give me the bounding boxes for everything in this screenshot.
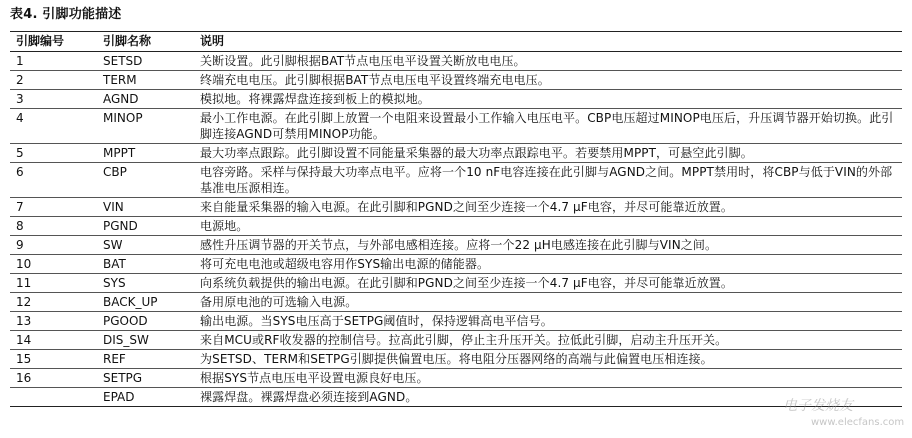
description-cell: 电容旁路。采样与保持最大功率点电平。应将一个10 nF电容连接在此引脚与AGND之间。MPPT禁用时，将CBP与低于VIN的外部基准电压源相连。 [194, 163, 902, 198]
description-cell: 向系统负载提供的输出电源。在此引脚和PGND之间至少连接一个4.7 μF电容，并尽可能靠近放置。 [194, 274, 902, 293]
pin-name-cell: TERM [97, 71, 194, 90]
description-cell: 感性升压调节器的开关节点，与外部电感相连接。应将一个22 μH电感连接在此引脚与VIN之间。 [194, 236, 902, 255]
pin-name-cell: VIN [97, 198, 194, 217]
table-row [10, 236, 902, 255]
pin-number-cell: 8 [10, 217, 97, 236]
pin-name-cell: SETSD [97, 52, 194, 71]
table-row [10, 388, 902, 407]
column-header-pin-number: 引脚编号 [10, 32, 97, 52]
pin-name-cell: BACK_UP [97, 293, 194, 312]
table-row [10, 71, 902, 90]
pin-number-cell: 16 [10, 369, 97, 388]
pin-name-cell: EPAD [97, 388, 194, 407]
pin-number-cell: 7 [10, 198, 97, 217]
pin-name-cell: PGND [97, 217, 194, 236]
pin-name-cell: CBP [97, 163, 194, 198]
table-row [10, 312, 902, 331]
pin-number-cell: 13 [10, 312, 97, 331]
watermark-name: 电子发烧友 [783, 398, 853, 414]
table-row [10, 217, 902, 236]
description-cell: 备用原电池的可选输入电源。 [194, 293, 902, 312]
description-cell: 电源地。 [194, 217, 902, 236]
pin-name-cell: SYS [97, 274, 194, 293]
pin-name-cell: BAT [97, 255, 194, 274]
description-cell: 根据SYS节点电压电平设置电源良好电压。 [194, 369, 902, 388]
description-cell: 将可充电电池或超级电容用作SYS输出电源的储能器。 [194, 255, 902, 274]
description-cell: 最小工作电源。在此引脚上放置一个电阻来设置最小工作输入电压电平。CBP电压超过MINOP电压后，升压调节器开始切换。此引脚连接AGND可禁用MINOP功能。 [194, 109, 902, 144]
description-cell: 关断设置。此引脚根据BAT节点电压电平设置关断放电电压。 [194, 52, 902, 71]
table-row [10, 90, 902, 109]
pin-number-cell: 3 [10, 90, 97, 109]
pin-name-cell: MPPT [97, 144, 194, 163]
pin-number-cell: 15 [10, 350, 97, 369]
table-row [10, 350, 902, 369]
table-row [10, 109, 902, 144]
pin-number-cell: 9 [10, 236, 97, 255]
pin-name-cell: AGND [97, 90, 194, 109]
watermark-url: www.elecfans.com [811, 417, 905, 428]
pin-number-cell [10, 388, 97, 407]
table-row [10, 369, 902, 388]
pin-name-cell: DIS_SW [97, 331, 194, 350]
pin-name-cell: MINOP [97, 109, 194, 144]
pin-number-cell: 6 [10, 163, 97, 198]
table-row [10, 52, 902, 71]
table-row [10, 144, 902, 163]
description-cell: 终端充电电压。此引脚根据BAT节点电压电平设置终端充电电压。 [194, 71, 902, 90]
pin-number-cell: 10 [10, 255, 97, 274]
table-row [10, 163, 902, 198]
table-row [10, 274, 902, 293]
table-body [10, 52, 902, 407]
description-cell: 输出电源。当SYS电压高于SETPG阈值时，保持逻辑高电平信号。 [194, 312, 902, 331]
pin-name-cell: SETPG [97, 369, 194, 388]
description-cell: 来自能量采集器的输入电源。在此引脚和PGND之间至少连接一个4.7 μF电容，并尽可能靠近放置。 [194, 198, 902, 217]
pin-name-cell: SW [97, 236, 194, 255]
watermark [783, 395, 908, 437]
table-caption: 表4. 引脚功能描述 [10, 7, 122, 22]
table-row [10, 255, 902, 274]
pin-number-cell: 5 [10, 144, 97, 163]
pin-number-cell: 1 [10, 52, 97, 71]
pin-number-cell: 2 [10, 71, 97, 90]
column-header-description: 说明 [194, 32, 902, 52]
pin-number-cell: 4 [10, 109, 97, 144]
column-header-pin-name: 引脚名称 [97, 32, 194, 52]
description-cell: 裸露焊盘。裸露焊盘必须连接到AGND。 [194, 388, 902, 407]
table-header-row [10, 32, 902, 52]
table-row [10, 331, 902, 350]
table-row [10, 293, 902, 312]
description-cell: 模拟地。将裸露焊盘连接到板上的模拟地。 [194, 90, 902, 109]
pin-function-table [10, 31, 902, 407]
description-cell: 最大功率点跟踪。此引脚设置不同能量采集器的最大功率点跟踪电平。若要禁用MPPT，可悬空此引脚。 [194, 144, 902, 163]
pin-name-cell: REF [97, 350, 194, 369]
pin-name-cell: PGOOD [97, 312, 194, 331]
pin-number-cell: 12 [10, 293, 97, 312]
description-cell: 为SETSD、TERM和SETPG引脚提供偏置电压。将电阻分压器网络的高端与此偏置电压相连接。 [194, 350, 902, 369]
description-cell: 来自MCU或RF收发器的控制信号。拉高此引脚，停止主升压开关。拉低此引脚，启动主升压开关。 [194, 331, 902, 350]
pin-number-cell: 14 [10, 331, 97, 350]
pin-number-cell: 11 [10, 274, 97, 293]
table-row [10, 198, 902, 217]
